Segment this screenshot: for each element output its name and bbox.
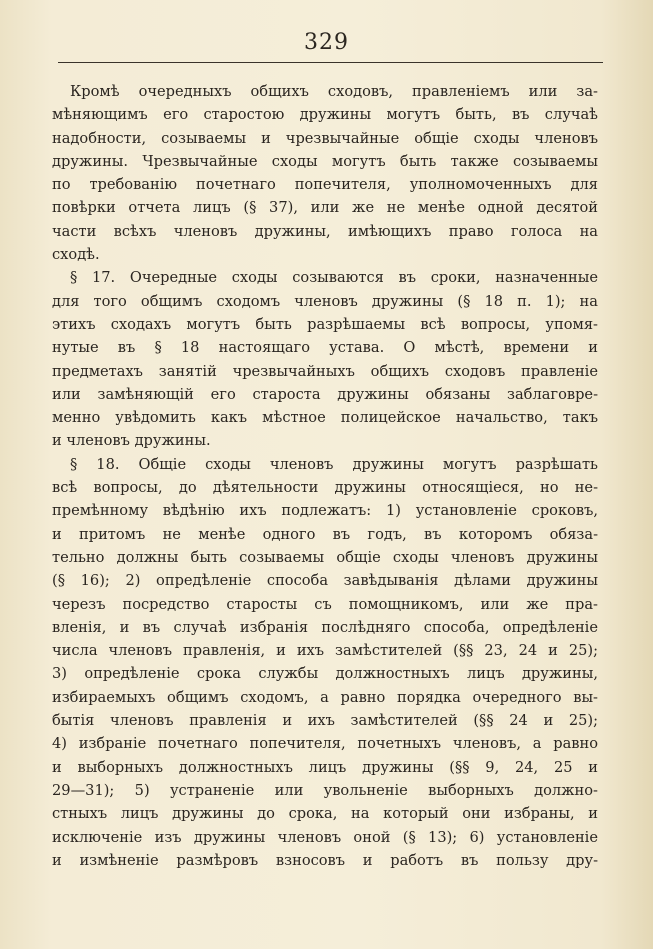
text-line: мѣняющимъ его старостою дружины могутъ быть, въ случаѣ: [52, 106, 598, 124]
text-line: менно увѣдомить какъ мѣстное полицейское начальство, такъ: [52, 409, 598, 427]
text-line: исключеніе изъ дружины членовъ оной (§ 13); 6) установленіе: [52, 828, 598, 846]
text-line: § 18. Общіе сходы членовъ дружины могутъ разрѣшать: [70, 455, 598, 473]
text-line: премѣнному вѣдѣнію ихъ подлежатъ: 1) установленіе сроковъ,: [52, 502, 598, 520]
text-line: части всѣхъ членовъ дружины, имѣющихъ право голоса на: [52, 222, 598, 240]
text-line: и притомъ не менѣе одного въ годъ, въ которомъ обяза-: [52, 525, 598, 543]
text-line: этихъ сходахъ могутъ быть разрѣшаемы всѣ вопросы, упомя-: [52, 315, 598, 333]
text-line: стныхъ лицъ дружины до срока, на который они избраны, и: [52, 805, 598, 823]
text-line: и членовъ дружины.: [52, 432, 211, 450]
text-line: § 17. Очередные сходы созываются въ сроки, назначенные: [70, 269, 598, 287]
text-line: для того общимъ сходомъ членовъ дружины (§ 18 п. 1); на: [52, 292, 598, 310]
text-line: 3) опредѣленіе срока службы должностныхъ лицъ дружины,: [52, 665, 598, 683]
text-line: нутые въ § 18 настоящаго устава. О мѣстѣ, времени и: [52, 339, 598, 357]
text-line: 4) избраніе почетнаго попечителя, почетныхъ членовъ, а равно: [52, 735, 598, 753]
text-line: тельно должны быть созываемы общіе сходы членовъ дружины: [52, 548, 598, 566]
text-line: избираемыхъ общимъ сходомъ, а равно порядка очередного вы-: [52, 688, 598, 706]
text-line: предметахъ занятій чрезвычайныхъ общихъ сходовъ правленіе: [52, 362, 598, 380]
text-line: повѣрки отчета лицъ (§ 37), или же не менѣе одной десятой: [52, 199, 598, 217]
page-body: [52, 80, 598, 872]
text-line: по требованію почетнаго попечителя, уполномоченныхъ для: [52, 176, 598, 194]
text-line: 29—31); 5) устраненіе или увольненіе выборныхъ должно-: [52, 781, 598, 799]
page-number: 329: [304, 30, 349, 55]
text-line: всѣ вопросы, до дѣятельности дружины относящіеся, но не-: [52, 479, 598, 497]
text-line: или замѣняющій его староста дружины обязаны заблаговре-: [52, 385, 598, 403]
text-line: сходѣ.: [52, 246, 100, 264]
text-line: дружины. Чрезвычайные сходы могутъ быть также созываемы: [52, 152, 598, 170]
text-line: вленія, и въ случаѣ избранія послѣдняго способа, опредѣленіе: [52, 618, 598, 636]
text-line: Кромѣ очередныхъ общихъ сходовъ, правленіемъ или за-: [70, 83, 598, 100]
text-line: числа членовъ правленія, и ихъ замѣстителей (§§ 23, 24 и 25);: [52, 642, 598, 660]
header-rule: [58, 62, 603, 63]
text-line: бытія членовъ правленія и ихъ замѣстителей (§§ 24 и 25);: [52, 712, 598, 730]
text-line: и выборныхъ должностныхъ лицъ дружины (§§ 9, 24, 25 и: [52, 758, 598, 776]
text-line: черезъ посредство старосты съ помощникомъ, или же пра-: [52, 595, 598, 613]
text-line: надобности, созываемы и чрезвычайные общіе сходы членовъ: [52, 129, 598, 147]
text-line: и измѣненіе размѣровъ взносовъ и работъ въ пользу дру-: [52, 851, 598, 869]
text-line: (§ 16); 2) опредѣленіе способа завѣдыванія дѣлами дружины: [52, 572, 598, 590]
